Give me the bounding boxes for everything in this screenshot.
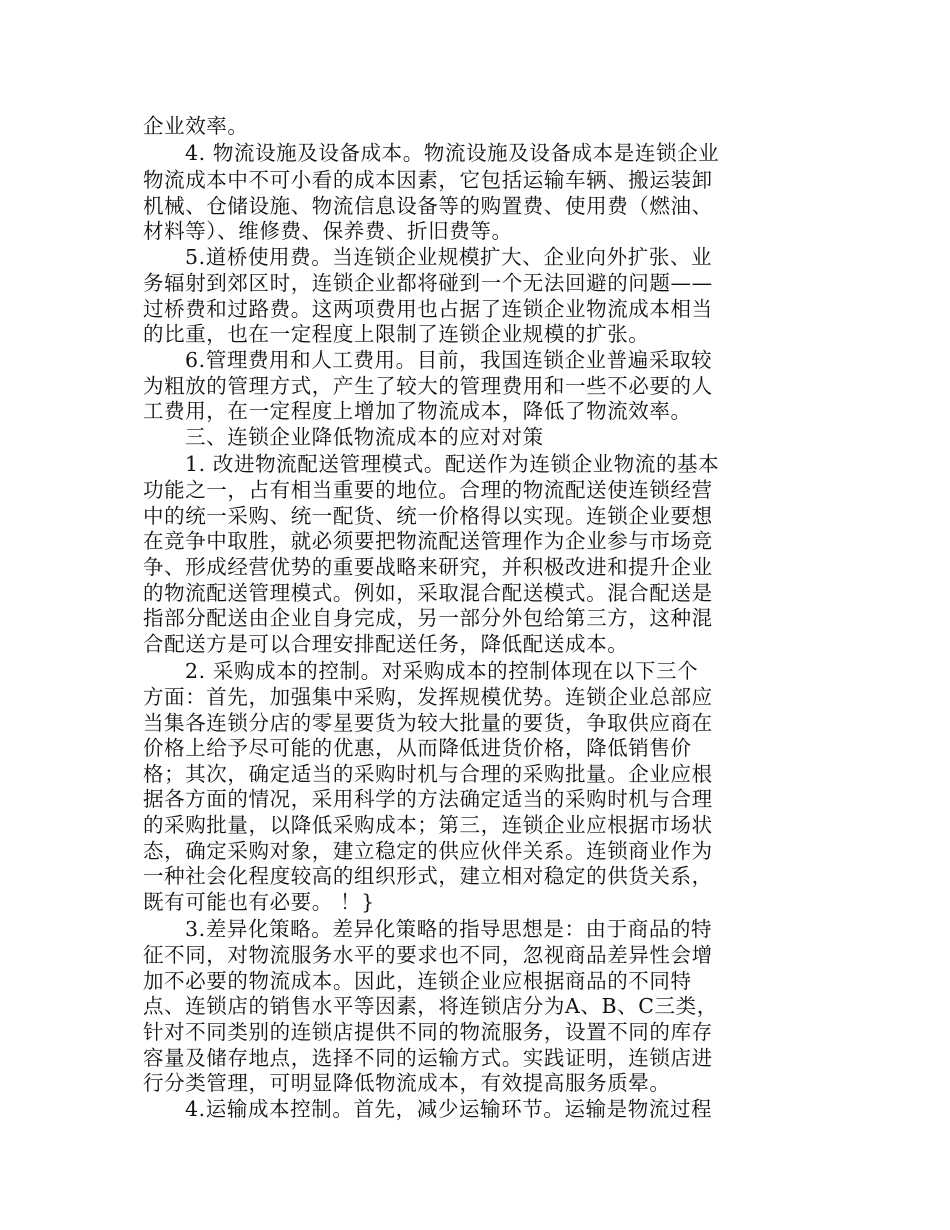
text-line: 机械、仓储设施、物流信息设备等的购置费、使用费（燃油、 (143, 194, 713, 218)
text-line: 方面：首先，加强集中采购，发挥规模优势。连锁企业总部应 (143, 685, 713, 709)
text-line: 争、形成经营优势的重要战略来研究，并积极改进和提升企业 (143, 555, 713, 579)
text-line: 的比重，也在一定程度上限制了连锁企业规模的扩张。 (143, 322, 650, 346)
text-line: 容量及储存地点，选择不同的运输方式。实践证明，连锁店进 (143, 1046, 713, 1070)
text-line: 合配送方是可以合理安排配送任务，降低配送成本。 (143, 632, 629, 656)
text-line: 行分类管理，可明显降低物流成本，有效提高服务质晕。 (143, 1071, 671, 1095)
text-line: 指部分配送由企业自身完成，另一部分外包给第三方，这种混 (143, 606, 713, 630)
text-line: 功能之一，占有相当重要的地位。合理的物流配送使连锁经营 (143, 478, 713, 502)
text-line: 工费用，在一定程度上增加了物流成本，降低了物流效率。 (143, 399, 692, 423)
text-line: 1. 改进物流配送管理模式。配送作为连锁企业物流的基本 (185, 452, 720, 476)
text-line: 2. 采购成本的控制。对采购成本的控制体现在以下三个 (185, 659, 699, 683)
section-heading: 三、连锁企业降低物流成本的应对对策 (185, 425, 544, 449)
text-line: 在竞争中取胜，就必须要把物流配送管理作为企业参与市场竞 (143, 529, 713, 553)
text-line: 既有可能也有必要。 ！} (143, 890, 375, 914)
text-line: 为粗放的管理方式，产生了较大的管理费用和一些不必要的人 (143, 374, 713, 398)
text-line: 点、连锁店的销售水平等因素，将连锁店分为A、B、C三类， (143, 994, 718, 1018)
text-line: 6.管理费用和人工费用。目前，我国连锁企业普遍采取较 (185, 348, 713, 372)
text-line: 务辐射到郊区时，连锁企业都将碰到一个无法回避的问题—— (143, 271, 713, 295)
text-line: 价格上给予尽可能的优惠，从而降低进货价格，降低销售价 (143, 736, 692, 760)
text-line: 态，确定采购对象，建立稳定的供应伙伴关系。连锁商业作为 (143, 839, 713, 863)
text-line: 一种社会化程度较高的组织形式，建立相对稳定的供货关系， (143, 864, 713, 888)
text-line: 的物流配送管理模式。例如，采取混合配送模式。混合配送是 (143, 581, 713, 605)
text-line: 企业效率。 (143, 114, 249, 138)
text-line: 4.运输成本控制。首先，减少运输环节。运输是物流过程 (185, 1097, 713, 1121)
text-line: 过桥费和过路费。这两项费用也占据了连锁企业物流成本相当 (143, 297, 713, 321)
text-line: 当集各连锁分店的零星要货为较大批量的要货，争取供应商在 (143, 711, 713, 735)
text-line: 征不同，对物流服务水平的要求也不同，忽视商品差异性会增 (143, 943, 713, 967)
text-line: 加不必要的物流成本。因此，连锁企业应根据商品的不同特 (143, 969, 692, 993)
text-line: 3.差异化策略。差异化策略的指导思想是：由于商品的特 (185, 917, 713, 941)
text-line: 5.道桥使用费。当连锁企业规模扩大、企业向外扩张、业 (185, 245, 713, 269)
text-line: 物流成本中不可小看的成本因素，它包括运输车辆、搬运装卸 (143, 168, 713, 192)
text-line: 4. 物流设施及设备成本。物流设施及设备成本是连锁企业 (185, 141, 720, 165)
text-line: 材料等）、维修费、保养费、折旧费等。 (143, 219, 513, 243)
text-line: 针对不同类别的连锁店提供不同的物流服务，设置不同的库存 (143, 1020, 713, 1044)
text-line: 格；其次，确定适当的采购时机与合理的采购批量。企业应根 (143, 762, 713, 786)
text-line: 中的统一采购、统一配货、统一价格得以实现。连锁企业要想 (143, 504, 713, 528)
text-line: 据各方面的情况，采用科学的方法确定适当的采购时机与合理 (143, 787, 713, 811)
text-line: 的采购批量，以降低采购成本；第三，连锁企业应根据市场状 (143, 813, 713, 837)
